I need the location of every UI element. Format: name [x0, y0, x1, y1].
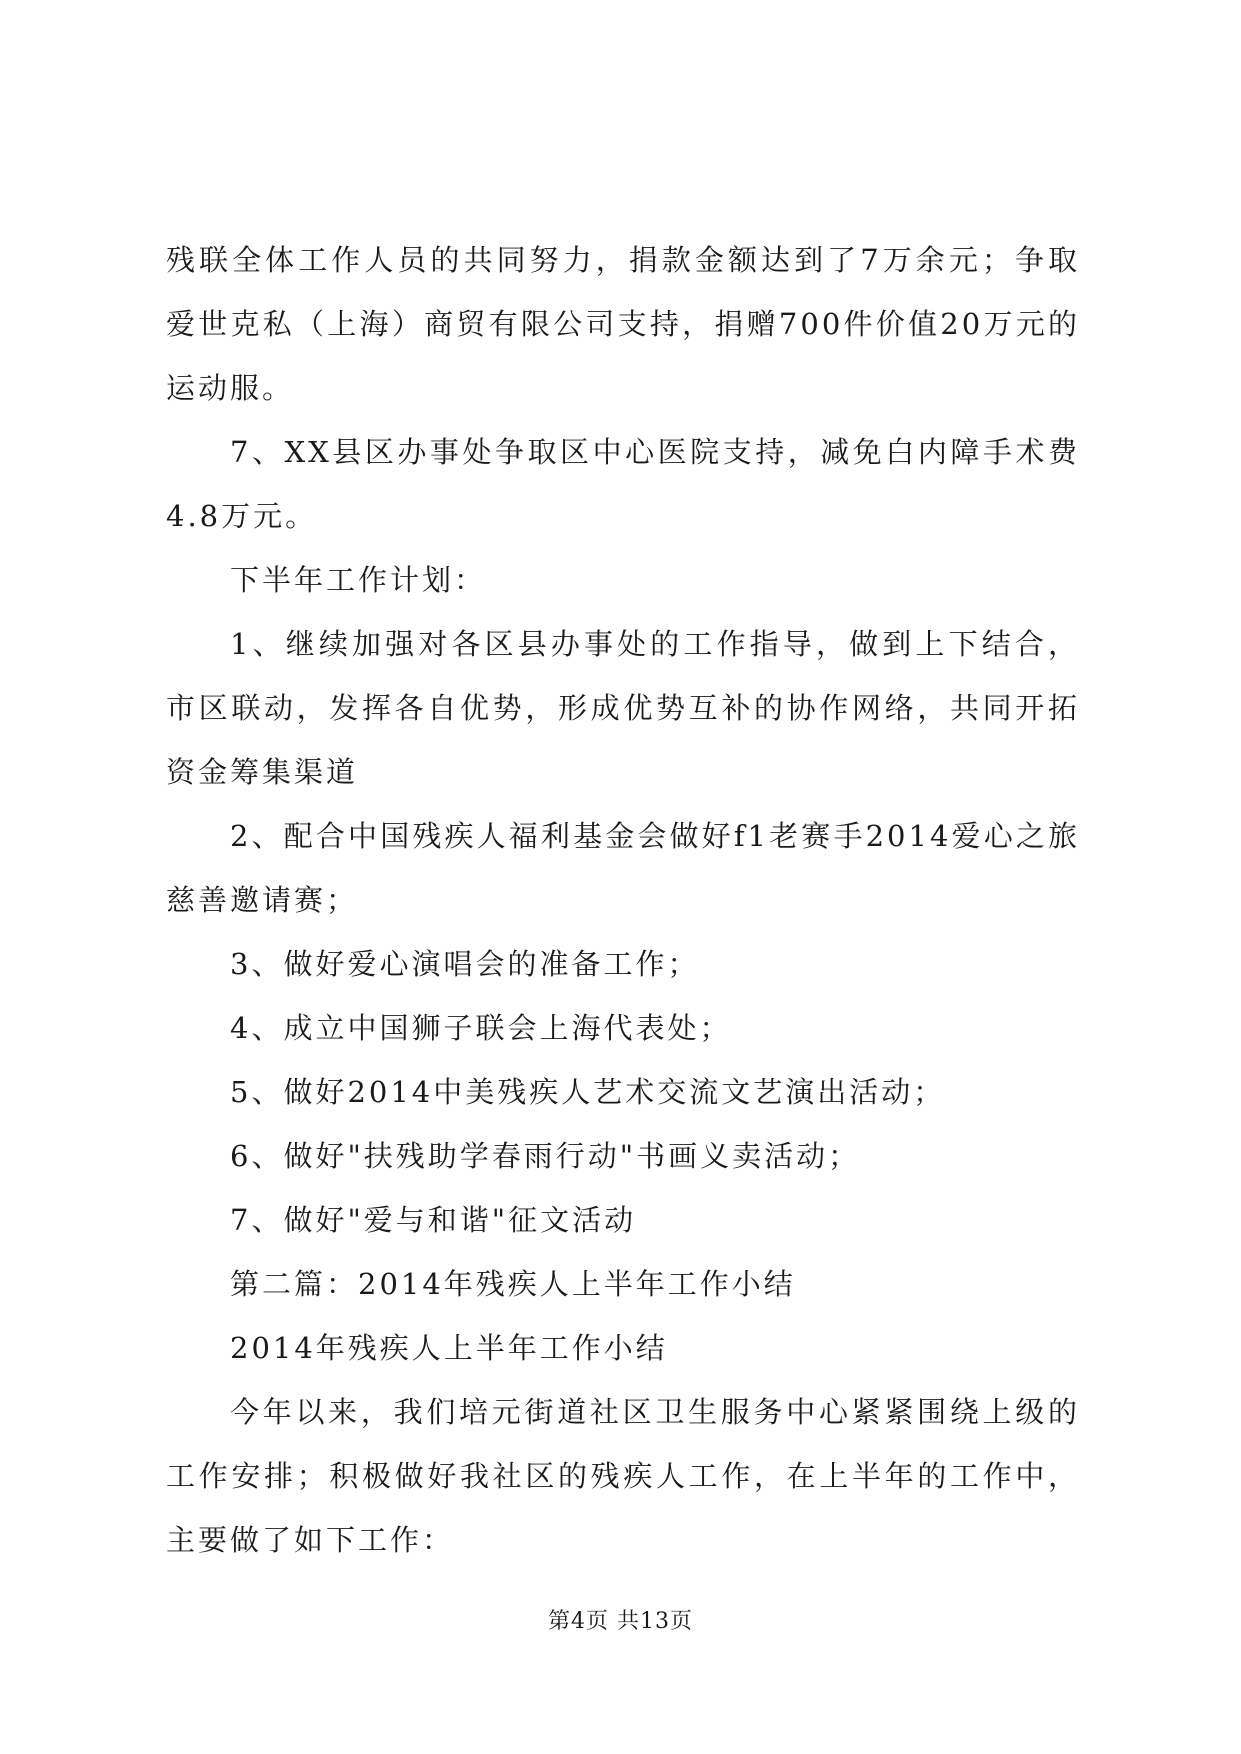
plan-item-4: 4、成立中国狮子联会上海代表处；: [230, 1011, 732, 1045]
plan-item-3: 3、做好爱心演唱会的准备工作；: [230, 947, 700, 981]
paragraph-intro: 今年以来，我们培元街道社区卫生服务中心紧紧围绕上级的工作安排；积极做好我社区的残疾人工作，在上半年的工作中，主要做了如下工作：: [166, 1395, 1080, 1557]
section-heading-plan: 下半年工作计划：: [230, 563, 487, 597]
chapter-heading-part-two: 第二篇：2014年残疾人上半年工作小结: [230, 1267, 796, 1301]
paragraph-item-7-cataract: 7、XX县区办事处争取区中心医院支持，减免白内障手术费4.8万元。: [166, 435, 1080, 533]
page-number-footer: 第4页 共13页: [548, 1609, 693, 1634]
plan-item-5: 5、做好2014中美残疾人艺术交流文艺演出活动；: [230, 1075, 946, 1109]
plan-item-2: 2、配合中国残疾人福利基金会做好f1老赛手2014爱心之旅慈善邀请赛；: [166, 819, 1080, 917]
paragraph-continuation: 残联全体工作人员的共同努力，捐款金额达到了7万余元；争取爱世克私（上海）商贸有限公司支持，捐赠700件价值20万元的运动服。: [166, 243, 1080, 405]
plan-item-6: 6、做好"扶残助学春雨行动"书画义卖活动；: [230, 1139, 861, 1173]
document-body: [166, 228, 1080, 1572]
plan-item-1: 1、继续加强对各区县办事处的工作指导，做到上下结合，市区联动，发挥各自优势，形成优势互补的协作网络，共同开拓资金筹集渠道: [166, 627, 1080, 789]
chapter-title: 2014年残疾人上半年工作小结: [230, 1331, 668, 1365]
plan-item-7: 7、做好"爱与和谐"征文活动: [230, 1203, 637, 1237]
